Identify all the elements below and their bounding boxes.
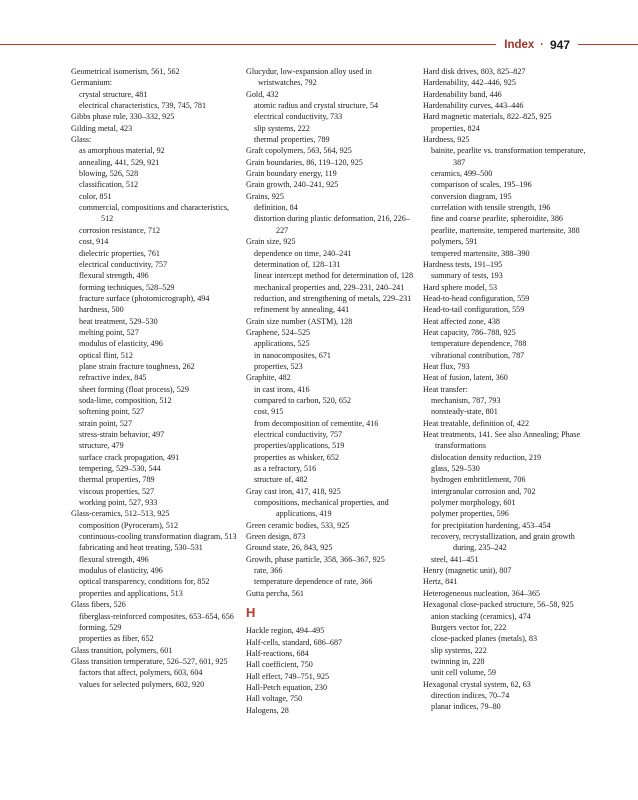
index-entry: Grain growth, 240–241, 925 — [246, 180, 339, 190]
index-subentry: optical flint, 512 — [79, 350, 133, 360]
index-subentry: factors that affect, polymers, 603, 604 — [79, 668, 203, 678]
index-subentry: dielectric properties, 761 — [79, 248, 160, 258]
index-entry: Gibbs phase rule, 330–332, 925 — [71, 112, 175, 122]
index-subentry: dislocation density reduction, 219 — [431, 452, 542, 462]
index-subentry: in nanocomposites, 671 — [254, 350, 331, 360]
index-subentry: forming, 529 — [79, 622, 122, 632]
index-subentry: refinement by annealing, 441 — [254, 305, 350, 315]
index-subentry: twinning in, 228 — [431, 656, 485, 666]
index-entry: Heat flux, 793 — [423, 361, 470, 371]
index-subentry: linear intercept method for determination of, 128 — [254, 271, 414, 281]
index-entry: Ground state, 26, 843, 925 — [246, 543, 333, 553]
index-subentry: conversion diagram, 195 — [431, 191, 512, 201]
index-subentry: soda-lime, composition, 512 — [79, 395, 172, 405]
index-subentry: atomic radius and crystal structure, 54 — [254, 101, 379, 111]
index-subentry: ceramics, 499–500 — [431, 169, 493, 179]
index-subentry: rate, 366 — [254, 566, 283, 576]
index-entry: Green ceramic bodies, 533, 925 — [246, 520, 350, 530]
index-subentry: softening point, 527 — [79, 407, 145, 417]
index-subentry: pearlite, martensite, tempered martensite, 388 — [431, 225, 580, 235]
index-subentry: comparison of scales, 195–196 — [431, 180, 532, 190]
index-subentry: definition, 84 — [254, 203, 298, 213]
index-subentry: bainite, pearlite vs. transformation temperature, 387 — [431, 146, 586, 167]
index-subentry: as amorphous material, 92 — [79, 146, 165, 156]
index-subentry: plane strain fracture toughness, 262 — [79, 361, 195, 371]
index-entry: Growth, phase particle, 358, 366–367, 925 — [246, 554, 385, 564]
index-subentry: structure of, 482 — [254, 475, 308, 485]
index-subentry: applications, 525 — [254, 339, 310, 349]
index-entry: Hertz, 841 — [423, 577, 458, 587]
index-entry: Glass: — [71, 135, 92, 145]
index-subentry: crystal structure, 481 — [79, 89, 148, 99]
index-entry: Hall-Petch equation, 230 — [246, 682, 328, 692]
index-column-1 — [71, 66, 243, 690]
index-subentry: refractive index, 845 — [79, 373, 147, 383]
index-subentry: electrical conductivity, 733 — [254, 112, 343, 122]
index-entry: Hall coefficient, 750 — [246, 660, 313, 670]
index-subentry: strain point, 527 — [79, 418, 133, 428]
index-entry: Glass fibers, 526 — [71, 600, 126, 610]
index-entry: Gold, 432 — [246, 89, 279, 99]
index-subentry: polymer properties, 596 — [431, 509, 509, 519]
index-subentry: mechanism, 787, 793 — [431, 395, 501, 405]
index-entry: Hall effect, 749–751, 925 — [246, 671, 330, 681]
index-entry: Gilding metal, 423 — [71, 123, 133, 133]
index-subentry: compared to carbon, 520, 652 — [254, 395, 352, 405]
index-entry: Halogens, 28 — [246, 705, 289, 715]
index-entry: Glass transition temperature, 526–527, 601, 925 — [71, 656, 228, 666]
index-entry: Henry (magnetic unit), 807 — [423, 566, 512, 576]
index-entry: Grains, 925 — [246, 191, 284, 201]
index-subentry: intergranular corrosion and, 702 — [431, 486, 536, 496]
index-entry: Glass transition, polymers, 601 — [71, 645, 173, 655]
index-subentry: steel, 441–451 — [431, 554, 479, 564]
index-subentry: electrical conductivity, 757 — [79, 259, 168, 269]
index-subentry: tempered martensite, 388–390 — [431, 248, 530, 258]
index-subentry: optical transparency, conditions for, 852 — [79, 577, 210, 587]
index-subentry: reduction, and strengthening of metals, 229–231 — [254, 293, 412, 303]
index-subentry: fine and coarse pearlite, spheroidite, 386 — [431, 214, 563, 224]
index-subentry: cost, 914 — [79, 237, 109, 247]
index-subentry: flexural strength, 496 — [79, 271, 149, 281]
index-subentry: cost, 915 — [254, 407, 284, 417]
index-subentry: correlation with tensile strength, 196 — [431, 203, 551, 213]
index-subentry: determination of, 128–131 — [254, 259, 341, 269]
index-subentry: hardness, 500 — [79, 305, 124, 315]
index-entry: Graft copolymers, 563, 564, 925 — [246, 146, 352, 156]
index-entry: Hardenability, 442–446, 925 — [423, 78, 516, 88]
index-subentry: properties as whisker, 652 — [254, 452, 339, 462]
header-section-title: Index — [504, 39, 535, 51]
index-entry: Grain size, 925 — [246, 237, 296, 247]
index-subentry: polymer morphology, 601 — [431, 498, 516, 508]
index-subentry: anion stacking (ceramics), 474 — [431, 611, 531, 621]
index-subentry: polymers, 591 — [431, 237, 478, 247]
index-subentry: melting point, 527 — [79, 327, 139, 337]
index-entry: Grain boundaries, 86, 119–120, 925 — [246, 157, 363, 167]
index-subentry: color, 851 — [79, 191, 112, 201]
index-entry: Heat of fusion, latent, 360 — [423, 373, 508, 383]
index-subentry: modulus of elasticity, 496 — [79, 339, 163, 349]
index-subentry: fiberglass-reinforced composites, 653–654, 656 — [79, 611, 234, 621]
index-subentry: properties and applications, 513 — [79, 588, 183, 598]
index-subentry: surface crack propagation, 491 — [79, 452, 180, 462]
index-column-3 — [423, 66, 595, 713]
index-subentry: properties/applications, 519 — [254, 441, 345, 451]
index-entry: Geometrical isomerism, 561, 562 — [71, 67, 180, 76]
index-entry: Hexagonal close-packed structure, 56–58, 925 — [423, 600, 574, 610]
index-subentry: properties, 523 — [254, 361, 303, 371]
header-label-box — [496, 32, 578, 58]
index-subentry: direction indices, 70–74 — [431, 690, 510, 700]
index-entry: Glass-ceramics, 512–513, 925 — [71, 509, 170, 519]
index-subentry: nonsteady-state, 801 — [431, 407, 498, 417]
index-entry: Heat affected zone, 438 — [423, 316, 500, 326]
index-entry: Head-to-head configuration, 559 — [423, 293, 530, 303]
index-subentry: blowing, 526, 528 — [79, 169, 139, 179]
index-entry: Glucydur, low-expansion alloy used in wristwatches, 792 — [246, 67, 372, 88]
index-subentry: sheet forming (float process), 529 — [79, 384, 189, 394]
index-subentry: slip systems, 222 — [254, 123, 310, 133]
index-entry: Germanium: — [71, 78, 113, 88]
index-entry: Hexagonal crystal system, 62, 63 — [423, 679, 531, 689]
index-subentry: structure, 479 — [79, 441, 124, 451]
index-entry: Gutta percha, 561 — [246, 588, 304, 598]
index-entry: Hard disk drives, 803, 825–827 — [423, 67, 526, 76]
index-entry: Hard magnetic materials, 822–825, 925 — [423, 112, 552, 122]
running-header — [0, 32, 638, 58]
index-entry: Heat treatable, definition of, 422 — [423, 418, 530, 428]
index-entry: Gray cast iron, 417, 418, 925 — [246, 486, 341, 496]
index-entry: Hall voltage, 750 — [246, 694, 303, 704]
index-column-2 — [246, 66, 418, 716]
index-entry: Hard sphere model, 53 — [423, 282, 498, 292]
index-entry: Grain boundary energy, 119 — [246, 169, 337, 179]
index-subentry: temperature dependence of rate, 366 — [254, 577, 373, 587]
page-number: 947 — [549, 38, 570, 52]
index-subentry: planar indices, 79–80 — [431, 702, 501, 712]
index-subentry: for precipitation hardening, 453–454 — [431, 520, 551, 530]
index-entry: Heterogeneous nucleation, 364–365 — [423, 588, 541, 598]
index-entry: Half-reactions, 684 — [246, 648, 309, 658]
index-subentry: unit cell volume, 59 — [431, 668, 496, 678]
index-subentry: summary of tests, 193 — [431, 271, 503, 281]
index-entry: Hackle region, 494–495 — [246, 626, 325, 636]
index-subentry: mechanical properties and, 229–231, 240–241 — [254, 282, 405, 292]
index-subentry: fabricating and heat treating, 530–531 — [79, 543, 203, 553]
index-subentry: working point, 527, 933 — [79, 498, 158, 508]
index-subentry: distortion during plastic deformation, 216, 226–227 — [254, 214, 410, 235]
index-subentry: thermal properties, 789 — [79, 475, 155, 485]
index-subentry: continuous-cooling transformation diagram, 513 — [79, 532, 237, 542]
index-subentry: electrical characteristics, 739, 745, 781 — [79, 101, 207, 111]
header-separator-dot: · — [540, 39, 544, 51]
index-entry: Green design, 873 — [246, 532, 306, 542]
index-subentry: vibrational contribution, 787 — [431, 350, 525, 360]
index-subentry: heat treatment, 529–530 — [79, 316, 158, 326]
index-entry: Grain size number (ASTM), 128 — [246, 316, 353, 326]
index-subentry: from decomposition of cementite, 416 — [254, 418, 379, 428]
index-subentry: modulus of elasticity, 496 — [79, 566, 163, 576]
index-subentry: close-packed planes (metals), 83 — [431, 634, 538, 644]
index-subentry: corrosion resistance, 712 — [79, 225, 161, 235]
index-subentry: values for selected polymers, 602, 920 — [79, 679, 205, 689]
index-subentry: forming techniques, 528–529 — [79, 282, 175, 292]
index-entry: Head-to-tail configuration, 559 — [423, 305, 525, 315]
index-entry: Heat transfer: — [423, 384, 468, 394]
index-entry: Half-cells, standard, 686–687 — [246, 637, 343, 647]
index-subentry: properties as fiber, 652 — [79, 634, 154, 644]
index-entry: Heat treatments, 141. See also Annealing; Phase transformations — [423, 430, 581, 451]
index-entry: Heat capacity, 786–788, 925 — [423, 327, 516, 337]
index-subentry: in cast irons, 416 — [254, 384, 310, 394]
index-subentry: properties, 824 — [431, 123, 480, 133]
index-entry: Hardness tests, 191–195 — [423, 259, 503, 269]
index-entry: Hardenability band, 446 — [423, 89, 502, 99]
index-subentry: commercial, compositions and characteristics, 512 — [79, 203, 230, 224]
index-subentry: glass, 529–530 — [431, 464, 480, 474]
index-subentry: recovery, recrystallization, and grain growth during, 235–242 — [431, 532, 575, 553]
index-subentry: compositions, mechanical properties, and applications, 419 — [254, 498, 389, 519]
index-subentry: dependence on time, 240–241 — [254, 248, 352, 258]
index-subentry: as a refractory, 516 — [254, 464, 317, 474]
index-subentry: tempering, 529–530, 544 — [79, 464, 161, 474]
index-subentry: temperature dependence, 788 — [431, 339, 527, 349]
index-entry: Graphene, 524–525 — [246, 327, 311, 337]
index-subentry: Burgers vector for, 222 — [431, 622, 507, 632]
index-subentry: electrical conductivity, 757 — [254, 430, 343, 439]
index-subentry: fracture surface (photomicrograph), 494 — [79, 293, 210, 303]
section-letter-heading: H — [246, 605, 256, 621]
index-subentry: composition (Pyroceram), 512 — [79, 520, 179, 530]
index-subentry: thermal properties, 789 — [254, 135, 330, 145]
index-entry: Hardness, 925 — [423, 135, 470, 145]
index-subentry: annealing, 441, 529, 921 — [79, 157, 160, 167]
index-subentry: slip systems, 222 — [431, 645, 487, 655]
index-subentry: stress-strain behavior, 497 — [79, 430, 165, 439]
index-subentry: viscous properties, 527 — [79, 486, 155, 496]
index-entry: Hardenability curves, 443–446 — [423, 101, 524, 111]
index-entry: Graphite, 482 — [246, 373, 291, 383]
index-subentry: flexural strength, 496 — [79, 554, 149, 564]
index-subentry: classification, 512 — [79, 180, 139, 190]
index-subentry: hydrogen embrittlement, 706 — [431, 475, 526, 485]
